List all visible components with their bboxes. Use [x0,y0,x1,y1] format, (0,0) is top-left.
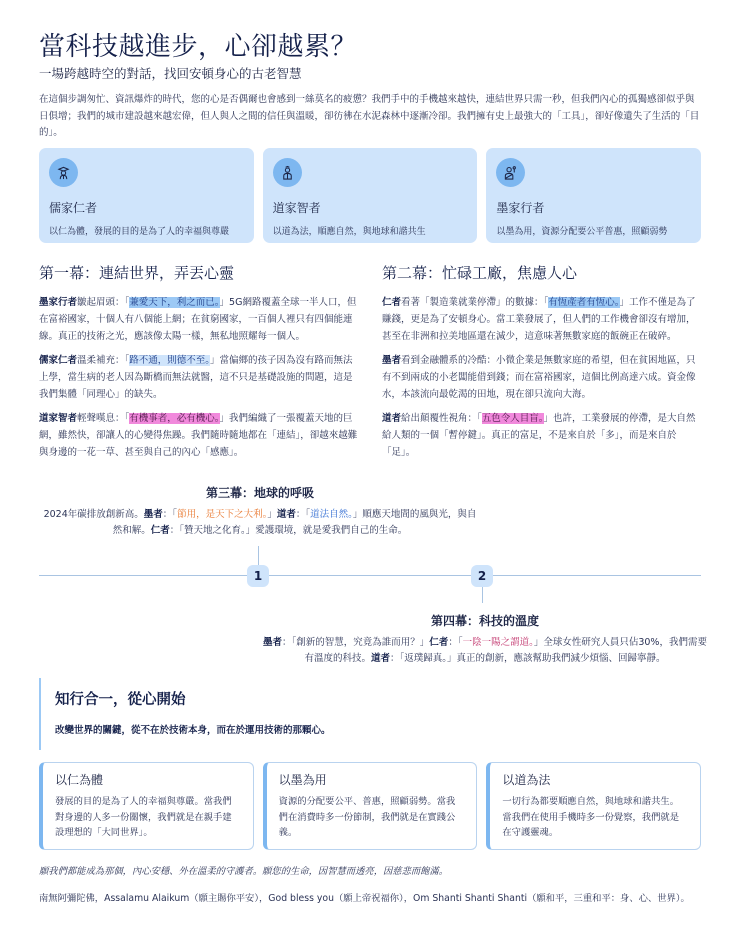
act-2-para [382,294,702,345]
school-desc: 以仁為體，發展的目的是為了人的幸福與尊嚴 [49,227,230,237]
quote-magenta: 一陰一陽之謂道。 [462,637,534,648]
speaker: 道家智者 [39,413,78,424]
quote-highlight: 五色令人目盲。 [481,413,544,424]
text: ：「返璞歸真。」真正的創新，應該幫助我們減少煩惱、回歸寧靜。 [390,653,666,664]
speaker: 仁者 [429,637,449,648]
act-3-heading: 第三幕：地球的呼吸 [205,486,314,500]
closing-text: 改變世界的關鍵，從不在於技術本身，而在於運用技術的那顆心。 [55,725,331,736]
text: 」也許，工業發展的停滯，是大自然給人類的一個「暫停鍵」。真正的富足，不是來自於「多」，而是來自於「足」。 [382,413,696,458]
speaker: 道者 [382,413,402,424]
principle-card [263,762,478,850]
quote-highlight: 有機事者，必有機心。 [129,413,220,424]
sage-icon [273,158,302,187]
act-2-heading: 第二幕：忙碌工廠，焦慮人心 [382,264,578,282]
principle-title: 以道為法 [502,773,551,787]
school-name: 墨家行者 [496,201,545,215]
timeline-node-2: 2 [471,565,493,587]
text: 2024年碳排放創新高。 [43,509,144,520]
quote-highlight: 兼愛天下，利之而已。 [129,297,220,308]
quote-highlight: 路不通，則德不至。 [129,355,211,366]
text: 溫柔補充：「 [77,355,130,366]
act-4-text [262,635,708,667]
text: 」工作不僅是為了賺錢，更是為了安頓身心。當工業發展了，但人們的工作機會卻沒有增加，甚至在非洲和拉美地區還在減少，這意味著無數家庭的飯碗正在破碎。 [382,297,696,342]
quote-blue: 道法自然。 [310,509,353,520]
school-desc: 以墨為用，資源分配要公平普惠，照顧弱勢 [496,227,668,237]
speaker: 墨家行者 [39,297,78,308]
text: 」5G網路覆蓋全球一半人口，但在富裕國家，十個人有八個能上網；在貧窮國家，一百個人裡只有四個能連線。真正的技術之光，應該像太陽一樣，無私地照耀每一個人。 [39,297,357,342]
text: ：「創新的智慧，究竟為誰而用？」 [282,637,430,648]
text: 」順應天地間的風與光，與自然和解。 [112,509,477,536]
act-4-heading: 第四幕：科技的溫度 [430,614,539,628]
scholar-icon [49,158,78,187]
quote-highlight: 有恆產者有恆心。 [548,297,620,308]
act-4 [262,612,708,667]
text: 看著「製造業就業停滯」的數據：「 [401,297,549,308]
act-1-heading: 第一幕：連結世界，弄丟心靈 [39,264,235,282]
principle-card [39,762,254,850]
act-2 [382,262,702,468]
text: ：「 [448,637,463,648]
speaker: 墨者 [382,355,402,366]
text: 」當偏鄉的孩子因為沒有路而無法上學，當生病的老人因為斷橋而無法就醫，這不只是基礎設施的問題，這是我們集體「同理心」的缺失。 [39,355,353,400]
intro-paragraph: 在這個步調匆忙、資訊爆炸的時代，您的心是否偶爾也會感到一絲莫名的疲憊？我們手中的手機越來越快，連結世界只需一秒，但我們內心的孤獨感卻似乎與日俱增；我們的城市建設越來越宏偉，但人與人之間的信任與溫暖，卻彷彿在水泥森林中逐漸冷卻。我們擁有史上最強大的「工具」，卻好像遺失了生活的「目的」。 [39,94,700,138]
act-1-para [39,410,359,461]
blessing-text: 願我們都能成為那個，內心安穩、外在溫柔的守護者。願您的生命，因智慧而透亮，因慈悲而飽滿。 [39,866,449,877]
speaker: 仁者 [382,297,402,308]
text: ：「 [162,509,178,520]
principle-cards [39,762,701,850]
text: ：「贊天地之化育。」愛護環境，就是愛我們自己的生命。 [169,525,408,536]
speaker: 墨者 [263,637,283,648]
text: ：「 [295,509,311,520]
school-card-taoist [263,148,478,243]
prayer-text: 南無阿彌陀佛，Assalamu Alaikum（願主賜你平安），God bless you（願上帝祝福你），Om Shanti Shanti Shanti（願和平，三重和平：身、心、世界）。 [39,893,690,904]
act-3 [40,484,480,539]
school-desc: 以道為法，順應自然，與地球和諧共生 [272,227,426,237]
speaker: 仁者 [150,525,170,536]
text: 」我們編織了一張覆蓋天地的巨網，雖然快，卻讓人的心變得焦躁。我們隨時隨地都在「連結」，卻越來越難與身邊的一花一草、甚至與自己的內心「感應」。 [39,413,358,458]
principle-title: 以墨為用 [278,773,327,787]
text: 」 [267,509,277,520]
principle-text: 一切行為都要順應自然，與地球和諧共生。當我們在使用手機時多一份覺察，我們就是在守護靈魂。 [502,796,679,838]
text: 」全球女性研究人員只佔30%，我們需要有溫度的科技。 [304,637,707,664]
act-2-para [382,410,702,461]
school-card-confucian [39,148,254,243]
school-name: 道家智者 [272,201,321,215]
page-subtitle: 一場跨越時空的對話，找回安頓身心的古老智慧 [39,66,302,81]
quote-orange: 節用，是天下之大利。 [177,509,268,520]
principle-text: 發展的目的是為了人的幸福與尊嚴。當我們對身邊的人多一份關懷，我們就是在親手建設理想的「大同世界」。 [55,796,232,838]
act-2-para [382,352,702,403]
text: 給出顛覆性視角：「 [401,413,482,424]
speaker: 儒家仁者 [39,355,78,366]
principle-card [486,762,701,850]
closing-title: 知行合一，從心開始 [55,692,186,708]
text: 看到金融體系的冷酷：小微企業是無數家庭的希望，但在貧困地區，只有不到兩成的小老闆能借到錢；而在富裕國家，這個比例高達六成。資金像水，本該流向最乾渴的田地，現在卻只流向大海。 [382,355,696,400]
timeline-line [39,575,701,576]
speaker: 道者 [370,653,390,664]
closing-section [39,678,701,750]
school-card-mohist [486,148,701,243]
act-1-para [39,294,359,345]
act-1 [39,262,359,468]
act-3-text [40,507,480,539]
act-1-para [39,352,359,403]
page-title: 當科技越進步，心卻越累？ [39,32,358,62]
timeline-node-1: 1 [247,565,269,587]
text: 皺起眉頭：「 [77,297,130,308]
speaker: 墨者 [143,509,163,520]
speaker: 道者 [276,509,296,520]
principle-title: 以仁為體 [55,773,104,787]
principle-text: 資源的分配要公平、普惠，照顧弱勢。當我們在消費時多一份節制，我們就是在實踐公義。 [278,796,456,838]
worker-icon [496,158,525,187]
school-cards [39,148,701,243]
school-name: 儒家仁者 [49,201,98,215]
text: 輕聲嘆息：「 [77,413,130,424]
